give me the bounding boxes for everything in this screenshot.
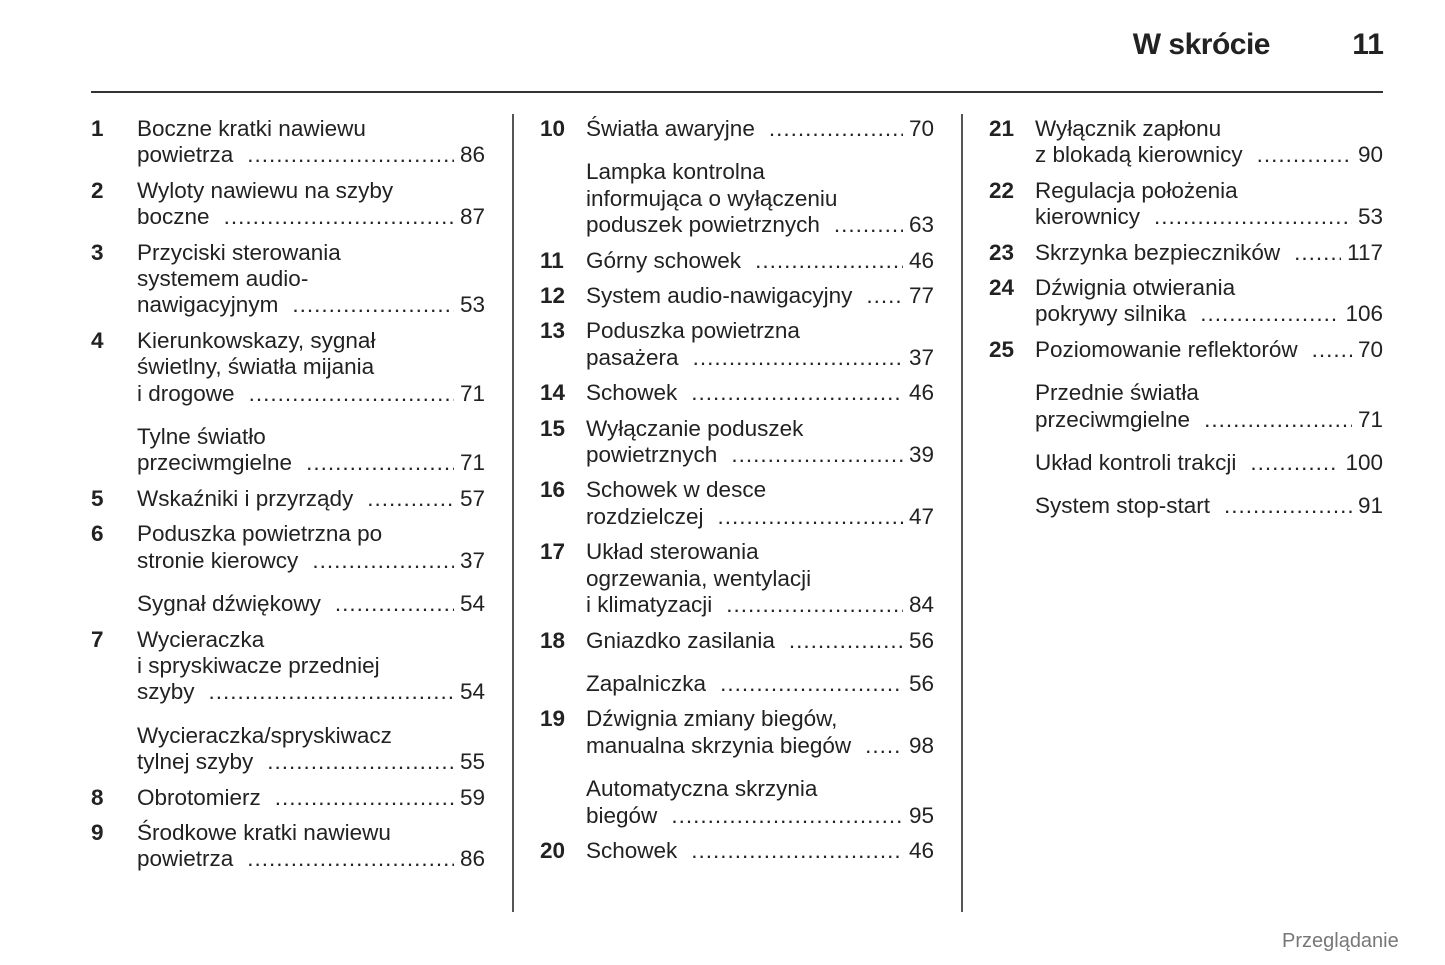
entry-label-line: informująca o wyłączeniu: [586, 185, 838, 211]
page-reference-link[interactable]: 84: [908, 592, 934, 618]
entry-body: [137, 521, 485, 574]
entry-body: [137, 627, 485, 706]
entry-leader-line: [586, 212, 934, 238]
entry-number: 3: [91, 239, 104, 265]
dot-leader: [1204, 407, 1352, 433]
page-reference-link[interactable]: 77: [908, 283, 934, 309]
index-entry[interactable]: [540, 116, 934, 142]
page-reference-link[interactable]: 71: [1357, 406, 1383, 432]
entry-label-line: Obrotomierz: [137, 784, 261, 810]
entry-label-line: Regulacja położenia: [1035, 177, 1238, 203]
entry-leader-line: [137, 846, 485, 872]
index-entry[interactable]: [989, 116, 1383, 169]
index-entry[interactable]: [989, 240, 1383, 266]
index-entry[interactable]: [540, 283, 934, 309]
page-reference-link[interactable]: 47: [908, 503, 934, 529]
index-entry[interactable]: [91, 521, 485, 574]
page-reference-link[interactable]: 56: [908, 670, 934, 696]
entry-label-line: Lampka kontrolna: [586, 159, 765, 185]
page-reference-link[interactable]: 98: [908, 732, 934, 758]
entry-label-line: Wyloty nawiewu na szyby: [137, 177, 394, 203]
entry-body: [586, 248, 934, 274]
page-reference-link[interactable]: 54: [459, 679, 485, 705]
entry-leader-line: [586, 442, 934, 468]
entry-number: 2: [91, 177, 104, 203]
index-entry[interactable]: [91, 116, 485, 169]
dot-leader: [1250, 450, 1339, 476]
entry-number: [91, 424, 137, 477]
entry-body: [586, 628, 934, 654]
dot-leader: [1200, 301, 1339, 327]
header-rule: [91, 91, 1383, 93]
page-reference-link[interactable]: 55: [459, 749, 485, 775]
dot-leader: [1224, 493, 1352, 519]
entry-number: 15: [540, 415, 566, 441]
entry-label-line: Układ kontroli trakcji: [1035, 450, 1237, 476]
entry-leader-line: [586, 248, 934, 274]
entry-leader-line: [586, 504, 934, 530]
entry-body: [137, 785, 485, 811]
entry-leader-line: [586, 592, 934, 618]
entry-body: [586, 671, 934, 697]
entry-leader-line: [137, 548, 485, 574]
page-reference-link[interactable]: 53: [459, 292, 485, 318]
entry-number: 25: [989, 336, 1015, 362]
entry-leader-line: [1035, 142, 1383, 168]
entry-label-line: z blokadą kierownicy: [1035, 142, 1243, 168]
entry-label-line: kierownicy: [1035, 204, 1141, 230]
entry-label-line: szyby: [137, 679, 195, 705]
entry-body: [586, 539, 934, 618]
entry-label-line: systemem audio-: [137, 266, 309, 292]
entry-leader-line: [586, 628, 934, 654]
entry-label-line: Dźwignia otwierania: [1035, 275, 1236, 301]
entry-leader-line: [137, 204, 485, 230]
dot-leader: [247, 142, 454, 168]
entry-label-line: biegów: [586, 802, 658, 828]
entry-label-line: stronie kierowcy: [137, 547, 299, 573]
page-reference-link[interactable]: 100: [1345, 450, 1383, 476]
entry-leader-line: [586, 345, 934, 371]
section-title: W skrócie: [1132, 28, 1270, 61]
entry-body: [1035, 240, 1383, 266]
dot-leader: [335, 591, 454, 617]
entry-label-line: i klimatyzacji: [586, 592, 713, 618]
page-reference-link[interactable]: 90: [1357, 142, 1383, 168]
entry-leader-line: [1035, 337, 1383, 363]
entry-label-line: świetlny, światła mijania: [137, 354, 375, 380]
dot-leader: [866, 283, 903, 309]
dot-leader: [1154, 204, 1352, 230]
entry-body: [1035, 178, 1383, 231]
entry-number: 14: [540, 380, 566, 406]
entry-label-line: System audio-nawigacyjny: [586, 283, 853, 309]
entry-label-line: przeciwmgielne: [1035, 406, 1191, 432]
entry-leader-line: [1035, 240, 1383, 266]
page-reference-link[interactable]: 56: [908, 627, 934, 653]
entry-label-line: Przednie światła: [1035, 380, 1199, 406]
entry-leader-line: [137, 292, 485, 318]
entry-label-line: Kierunkowskazy, sygnał: [137, 327, 376, 353]
dot-leader: [718, 504, 903, 530]
page-reference-link[interactable]: 70: [1357, 336, 1383, 362]
index-entry[interactable]: [540, 318, 934, 371]
index-entry[interactable]: [91, 627, 485, 706]
dot-leader: [1257, 142, 1352, 168]
entry-label-line: Światła awaryjne: [586, 116, 755, 141]
entry-leader-line: [586, 733, 934, 759]
dot-leader: [224, 204, 454, 230]
entry-label-line: Środkowe kratki nawiewu: [137, 819, 391, 845]
index-column-2: [540, 116, 934, 873]
index-entry[interactable]: [540, 628, 934, 654]
overview-nav-link[interactable]: Przeglądanie: [1282, 930, 1399, 952]
entry-label-line: Zapalniczka: [586, 670, 707, 696]
entry-label-line: Górny schowek: [586, 247, 742, 273]
dot-leader: [275, 785, 454, 811]
index-entry[interactable]: [989, 275, 1383, 328]
entry-label-line: Dźwignia zmiany biegów,: [586, 706, 838, 732]
entry-label-line: i drogowe: [137, 380, 235, 406]
entry-leader-line: [1035, 450, 1383, 476]
dot-leader: [671, 803, 903, 829]
page-reference-link[interactable]: 71: [459, 450, 485, 476]
entry-number: 22: [989, 177, 1015, 203]
entry-number: 19: [540, 706, 566, 732]
entry-number: 20: [540, 837, 566, 863]
entry-leader-line: [137, 591, 485, 617]
entry-body: [1035, 116, 1383, 169]
index-entry[interactable]: [91, 240, 485, 319]
entry-leader-line: [586, 803, 934, 829]
page-reference-link[interactable]: 54: [459, 591, 485, 617]
entry-label-line: Wycieraczka: [137, 626, 265, 652]
entry-label-line: Gniazdko zasilania: [586, 627, 775, 653]
entry-label-line: System stop-start: [1035, 493, 1211, 519]
entry-number: 18: [540, 627, 566, 653]
entry-leader-line: [137, 381, 485, 407]
entry-label-line: Schowek: [586, 380, 678, 406]
index-entry[interactable]: [989, 337, 1383, 363]
entry-label-line: Poziomowanie reflektorów: [1035, 336, 1298, 362]
entry-leader-line: [137, 749, 485, 775]
page-reference-link[interactable]: 106: [1345, 301, 1383, 327]
entry-label-line: ogrzewania, wentylacji: [586, 565, 812, 591]
entry-body: [1035, 450, 1383, 476]
index-entry[interactable]: [91, 178, 485, 231]
index-entry[interactable]: [989, 493, 1383, 519]
dot-leader: [267, 749, 454, 775]
index-entry[interactable]: [989, 178, 1383, 231]
entry-number: [540, 776, 586, 829]
dot-leader: [249, 381, 454, 407]
entry-body: [137, 591, 485, 617]
index-entry[interactable]: [91, 820, 485, 873]
entry-label-line: Wycieraczka/spryskiwacz: [137, 722, 392, 748]
entry-leader-line: [137, 679, 485, 705]
entry-body: [1035, 493, 1383, 519]
index-entry[interactable]: [540, 380, 934, 406]
entry-number: 17: [540, 539, 566, 565]
entry-leader-line: [586, 380, 934, 406]
dot-leader: [1312, 337, 1352, 363]
entry-number: [989, 493, 1035, 519]
dot-leader: [1294, 240, 1341, 266]
page-number: 11: [1352, 28, 1384, 61]
index-entry[interactable]: [540, 477, 934, 530]
page-reference-link[interactable]: 63: [908, 212, 934, 238]
index-entry[interactable]: [989, 380, 1383, 433]
index-entry[interactable]: [540, 416, 934, 469]
dot-leader: [731, 442, 903, 468]
entry-number: [989, 380, 1035, 433]
page-reference-link[interactable]: 117: [1347, 239, 1383, 265]
dot-leader: [693, 345, 903, 371]
entry-label-line: Wyłącznik zapłonu: [1035, 116, 1222, 141]
entry-number: 13: [540, 318, 566, 344]
entry-number: 21: [989, 116, 1015, 141]
entry-number: 16: [540, 477, 566, 503]
entry-leader-line: [1035, 407, 1383, 433]
page-reference-link[interactable]: 39: [908, 442, 934, 468]
entry-leader-line: [586, 838, 934, 864]
entry-number: 23: [989, 239, 1015, 265]
entry-label-line: tylnej szyby: [137, 749, 254, 775]
dot-leader: [312, 548, 454, 574]
index-entry[interactable]: [540, 838, 934, 864]
entry-label-line: pasażera: [586, 344, 679, 370]
entry-number: 11: [540, 247, 564, 273]
entry-label-line: Skrzynka bezpieczników: [1035, 239, 1281, 265]
index-entry[interactable]: [540, 776, 934, 829]
dot-leader: [726, 592, 903, 618]
page-reference-link[interactable]: 87: [459, 204, 485, 230]
entry-number: 9: [91, 819, 104, 845]
entry-label-line: Układ sterowania: [586, 539, 759, 565]
page-reference-link[interactable]: 46: [908, 247, 934, 273]
column-divider: [512, 114, 514, 912]
dot-leader: [247, 846, 454, 872]
dot-leader: [789, 628, 903, 654]
entry-body: [586, 838, 934, 864]
entry-body: [1035, 380, 1383, 433]
index-entry[interactable]: [989, 450, 1383, 476]
entry-label-line: nawigacyjnym: [137, 292, 279, 318]
entry-body: [586, 116, 934, 142]
entry-label-line: Wyłączanie poduszek: [586, 415, 804, 441]
page-reference-link[interactable]: 37: [908, 344, 934, 370]
entry-body: [586, 416, 934, 469]
entry-body: [137, 723, 485, 776]
entry-number: [540, 671, 586, 697]
page-reference-link[interactable]: 57: [459, 485, 485, 511]
entry-leader-line: [586, 116, 934, 142]
entry-body: [586, 159, 934, 238]
page-reference-link[interactable]: 70: [908, 116, 934, 141]
entry-body: [586, 318, 934, 371]
entry-number: 6: [91, 521, 104, 547]
entry-label-line: Schowek w desce: [586, 477, 767, 503]
entry-label-line: powietrza: [137, 846, 234, 872]
entry-label-line: Boczne kratki nawiewu: [137, 116, 366, 141]
index-entry[interactable]: [540, 671, 934, 697]
dot-leader: [769, 116, 903, 142]
entry-label-line: Poduszka powietrzna: [586, 318, 800, 344]
dot-leader: [691, 838, 903, 864]
entry-body: [586, 283, 934, 309]
page-reference-link[interactable]: 46: [908, 837, 934, 863]
index-entry[interactable]: [540, 539, 934, 618]
page-reference-link[interactable]: 71: [459, 380, 485, 406]
index-entry[interactable]: [540, 159, 934, 238]
entry-body: [137, 424, 485, 477]
page-reference-link[interactable]: 46: [908, 380, 934, 406]
entry-number: 4: [91, 327, 104, 353]
page-reference-link[interactable]: 86: [459, 846, 485, 872]
entry-body: [137, 486, 485, 512]
entry-leader-line: [586, 671, 934, 697]
entry-body: [586, 477, 934, 530]
entry-leader-line: [586, 283, 934, 309]
index-entry[interactable]: [91, 486, 485, 512]
entry-label-line: powietrza: [137, 142, 234, 168]
entry-body: [137, 240, 485, 319]
entry-body: [586, 380, 934, 406]
index-entry[interactable]: [540, 706, 934, 759]
entry-number: [91, 723, 137, 776]
page-reference-link[interactable]: 59: [459, 784, 485, 810]
entry-label-line: przeciwmgielne: [137, 450, 293, 476]
entry-body: [586, 706, 934, 759]
entry-label-line: manualna skrzynia biegów: [586, 732, 852, 758]
index-column-1: [91, 116, 485, 882]
entry-number: 10: [540, 116, 566, 141]
entry-label-line: powietrznych: [586, 442, 718, 468]
entry-number: [540, 159, 586, 238]
dot-leader: [306, 450, 454, 476]
page-reference-link[interactable]: 95: [908, 802, 934, 828]
dot-leader: [755, 248, 903, 274]
entry-body: [137, 116, 485, 169]
entry-body: [137, 178, 485, 231]
entry-number: 1: [91, 116, 104, 141]
entry-label-line: poduszek powietrznych: [586, 212, 820, 238]
index-column-3: [989, 116, 1383, 529]
entry-body: [137, 328, 485, 407]
entry-number: [989, 450, 1035, 476]
entry-leader-line: [1035, 301, 1383, 327]
entry-label-line: Sygnał dźwiękowy: [137, 591, 321, 617]
dot-leader: [865, 733, 903, 759]
entry-leader-line: [137, 785, 485, 811]
entry-label-line: pokrywy silnika: [1035, 301, 1187, 327]
entry-label-line: Przyciski sterowania: [137, 239, 341, 265]
entry-number: 5: [91, 485, 104, 511]
entry-leader-line: [1035, 204, 1383, 230]
dot-leader: [834, 212, 903, 238]
index-entry[interactable]: [91, 785, 485, 811]
page-header: [0, 0, 1445, 92]
entry-label-line: Automatyczna skrzynia: [586, 776, 818, 802]
index-entry[interactable]: [91, 591, 485, 617]
column-divider: [961, 114, 963, 912]
index-entry[interactable]: [540, 248, 934, 274]
dot-leader: [691, 380, 903, 406]
entry-label-line: Tylne światło: [137, 424, 266, 450]
entry-label-line: i spryskiwacze przedniej: [137, 652, 380, 678]
dot-leader: [367, 486, 454, 512]
entry-leader-line: [137, 450, 485, 476]
index-entry[interactable]: [91, 328, 485, 407]
page-reference-link[interactable]: 86: [459, 142, 485, 168]
index-entry[interactable]: [91, 424, 485, 477]
dot-leader: [209, 679, 454, 705]
page-reference-link[interactable]: 53: [1357, 204, 1383, 230]
index-entry[interactable]: [91, 723, 485, 776]
dot-leader: [292, 292, 454, 318]
entry-leader-line: [137, 486, 485, 512]
entry-label-line: rozdzielczej: [586, 503, 704, 529]
page-reference-link[interactable]: 91: [1357, 493, 1383, 519]
page-reference-link[interactable]: 37: [459, 547, 485, 573]
entry-number: 8: [91, 784, 104, 810]
entry-number: [91, 591, 137, 617]
entry-label-line: Schowek: [586, 837, 678, 863]
entry-body: [1035, 337, 1383, 363]
entry-leader-line: [1035, 493, 1383, 519]
entry-label-line: Poduszka powietrzna po: [137, 521, 383, 547]
entry-body: [1035, 275, 1383, 328]
entry-label-line: boczne: [137, 204, 210, 230]
entry-body: [586, 776, 934, 829]
entry-body: [137, 820, 485, 873]
entry-leader-line: [137, 142, 485, 168]
entry-number: 24: [989, 275, 1015, 301]
entry-number: 12: [540, 283, 566, 309]
entry-label-line: Wskaźniki i przyrządy: [137, 485, 354, 511]
entry-number: 7: [91, 626, 104, 652]
dot-leader: [720, 671, 903, 697]
